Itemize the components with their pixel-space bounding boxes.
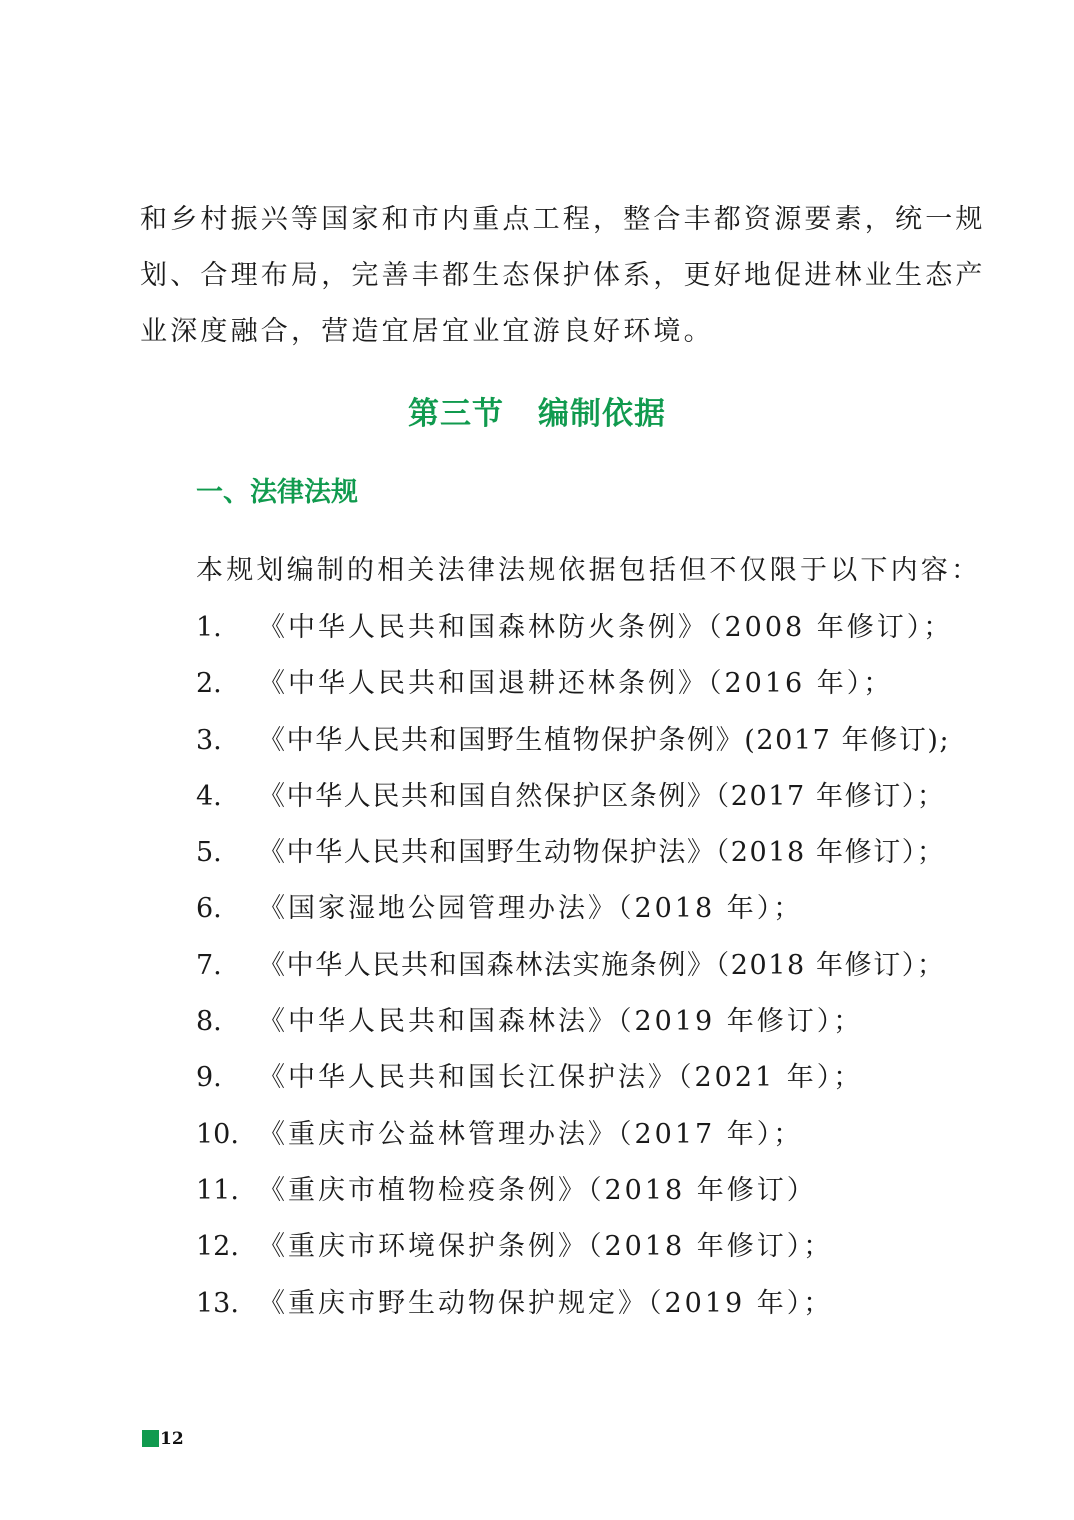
list-item <box>196 1109 953 1165</box>
list-item-text: 《国家湿地公园管理办法》（2018 年）； <box>258 893 804 925</box>
section-heading <box>0 388 1074 433</box>
list-item <box>196 715 953 771</box>
page-footer <box>142 1428 184 1450</box>
list-item-text: 《中华人民共和国自然保护区条例》（2017 年修订）； <box>258 780 946 812</box>
list-item-number: 2. <box>196 668 222 700</box>
list-item-text: 《中华人民共和国森林法》（2019 年修订）； <box>258 1006 864 1038</box>
list-item-number: 7. <box>196 949 222 981</box>
body-paragraph <box>140 192 986 360</box>
list-item <box>196 1278 953 1334</box>
list-item <box>196 883 953 939</box>
list-item <box>196 1052 953 1108</box>
list-item <box>196 1165 953 1221</box>
law-list <box>196 602 953 1334</box>
list-item <box>196 996 953 1052</box>
page-number: 12 <box>160 1428 184 1449</box>
section-title: 编制依据 <box>538 396 666 432</box>
paragraph-line: 业深度融合，营造宜居宜业宜游良好环境。 <box>140 316 714 347</box>
list-item-number: 5. <box>196 837 222 869</box>
list-item-text: 《中华人民共和国长江保护法》（2021 年）； <box>258 1062 864 1094</box>
list-item-text: 《中华人民共和国退耕还林条例》（2016 年）； <box>258 668 894 700</box>
subsection-heading: 一、法律法规 <box>196 477 358 508</box>
list-item-number: 3. <box>196 724 222 756</box>
list-item-text: 《重庆市植物检疫条例》（2018 年修订） <box>258 1174 817 1206</box>
list-item-number: 11. <box>196 1174 239 1206</box>
intro-text: 本规划编制的相关法律法规依据包括但不仅限于以下内容： <box>196 555 982 586</box>
list-item-text: 《中华人民共和国森林防火条例》（2008 年修订）； <box>258 612 954 643</box>
list-item-text: 《重庆市环境保护条例》（2018 年修订）； <box>258 1231 834 1263</box>
list-item-text: 《中华人民共和国森林法实施条例》（2018 年修订）； <box>258 949 946 981</box>
list-item-number: 4. <box>196 780 222 812</box>
list-item-number: 1. <box>196 612 222 643</box>
list-item-number: 10. <box>196 1118 239 1150</box>
list-item-number: 8. <box>196 1006 222 1038</box>
list-item <box>196 658 953 714</box>
list-item <box>196 1221 953 1277</box>
list-item <box>196 602 953 658</box>
list-item-text: 《中华人民共和国野生动物保护法》（2018 年修订）； <box>258 837 946 869</box>
list-item-number: 9. <box>196 1062 222 1094</box>
paragraph-line: 和乡村振兴等国家和市内重点工程，整合丰都资源要素，统一规 <box>140 204 986 235</box>
list-item-number: 13. <box>196 1287 239 1319</box>
list-item <box>196 771 953 827</box>
list-item-text: 《重庆市公益林管理办法》（2017 年）； <box>258 1118 804 1150</box>
page-marker-square <box>142 1430 159 1447</box>
list-item-text: 《重庆市野生动物保护规定》（2019 年）； <box>258 1287 834 1319</box>
list-item-number: 12. <box>196 1231 239 1263</box>
paragraph-line: 划、合理布局，完善丰都生态保护体系，更好地促进林业生态产 <box>140 260 986 291</box>
list-item-text: 《中华人民共和国野生植物保护条例》(2017 年修订); <box>258 724 951 756</box>
list-item <box>196 827 953 883</box>
list-item <box>196 940 953 996</box>
list-item-number: 6. <box>196 893 222 925</box>
section-number: 第三节 <box>408 396 504 432</box>
